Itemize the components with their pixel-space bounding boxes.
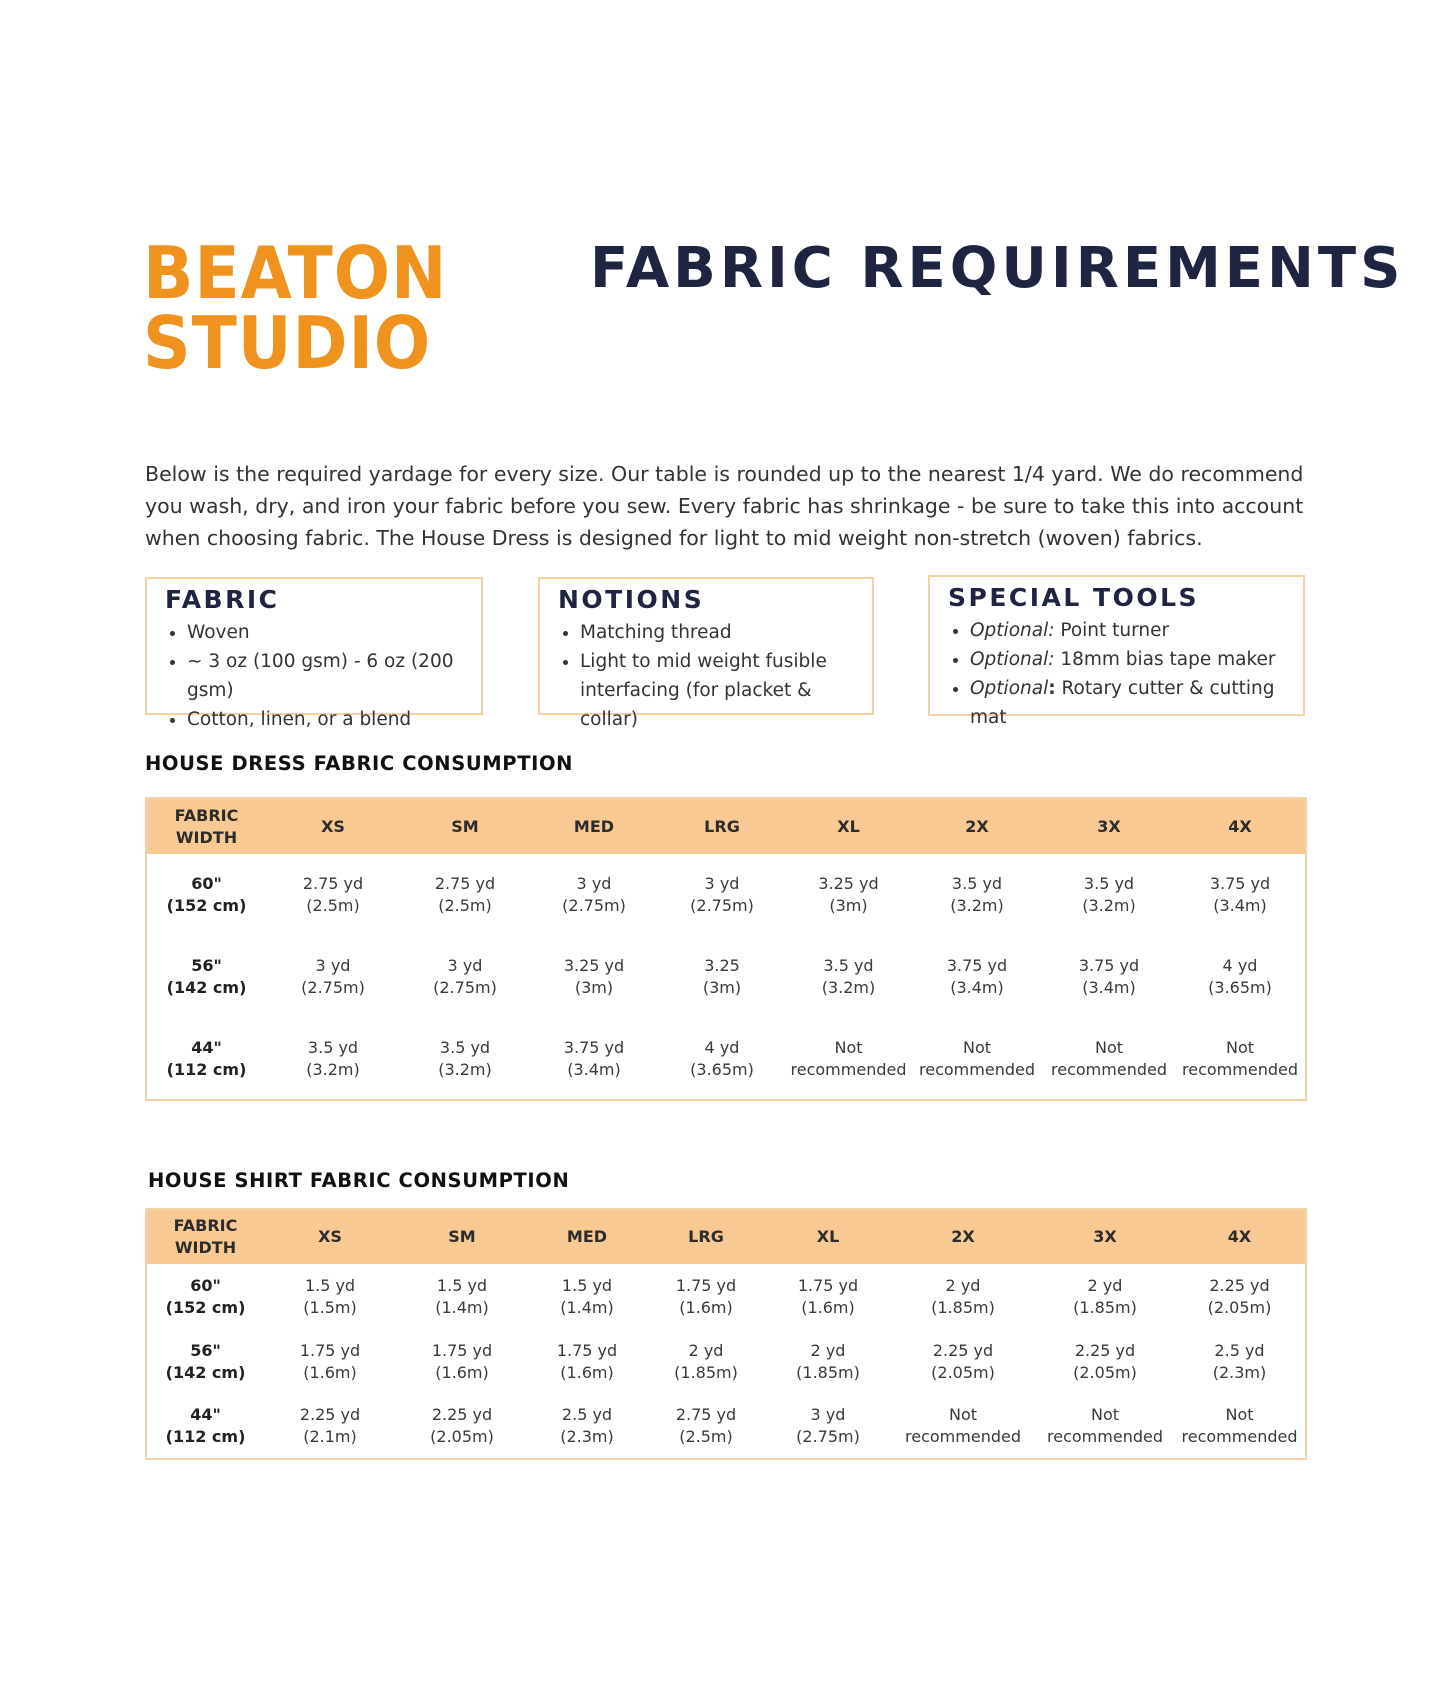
shirt-section-title: HOUSE SHIRT FABRIC CONSUMPTION	[148, 1169, 570, 1192]
table-cell: 3.75 yd (3.4m)	[563, 1037, 625, 1079]
column-header-size: XS	[264, 1209, 396, 1264]
table-cell: 3.5 yd (3.2m)	[438, 1037, 492, 1079]
table-cell: Not recommended	[1182, 1037, 1298, 1079]
tool-name: 18mm bias tape maker	[1054, 649, 1276, 670]
table-cell: 4 yd (3.65m)	[690, 1037, 754, 1079]
table-header-row	[146, 798, 1306, 854]
list-item	[970, 645, 1285, 674]
column-header-size: 2X	[890, 1209, 1036, 1264]
table-cell: Not recommended	[1051, 1037, 1167, 1079]
table-cell: 2.5 yd (2.3m)	[1212, 1340, 1267, 1382]
table-cell: 3 yd (2.75m)	[796, 1405, 860, 1446]
table-cell: 3.25 yd (3m)	[818, 874, 879, 915]
list-item: • Woven	[187, 618, 463, 647]
column-header-size: XS	[266, 798, 400, 854]
table-cell: Not recommended	[1181, 1405, 1298, 1446]
table-cell: 3.25 yd (3m)	[563, 956, 625, 997]
table-cell: Not recommended	[790, 1037, 907, 1079]
notions-box	[538, 577, 874, 730]
table-cell: 2.25 yd (2.05m)	[1207, 1275, 1272, 1317]
optional-label: Optional:	[970, 620, 1055, 641]
table-header-row	[146, 1209, 1306, 1264]
column-header-size: MED	[528, 1209, 646, 1264]
table-cell: 3 yd (2.75m)	[690, 874, 754, 915]
brand-line-2: STUDIO	[143, 301, 432, 385]
column-header-fabric-width: FABRIC WIDTH	[146, 1209, 264, 1264]
table-cell: 2.25 yd (2.05m)	[931, 1340, 995, 1382]
table-cell: 1.75 yd (1.6m)	[299, 1340, 361, 1382]
table-cell: 1.5 yd (1.5m)	[303, 1275, 357, 1317]
notions-list	[558, 618, 854, 734]
row-header-fabric-width: 44" (112 cm)	[165, 1405, 246, 1446]
row-header-fabric-width: 44" (112 cm)	[166, 1037, 247, 1079]
row-header-fabric-width: 60" (152 cm)	[166, 874, 247, 915]
table-cell: 3.5 yd (3.2m)	[821, 956, 876, 997]
list-item	[970, 616, 1285, 645]
table-cell: 2.25 yd (2.05m)	[430, 1405, 494, 1446]
column-header-size: XL	[786, 798, 911, 854]
table-cell: 3.75 yd (3.4m)	[946, 956, 1008, 997]
list-item	[970, 674, 1285, 732]
special-tools-heading: SPECIAL TOOLS	[948, 583, 1200, 612]
table-cell: 2 yd (1.85m)	[931, 1275, 995, 1317]
column-header-size: MED	[530, 798, 658, 854]
table-cell: 3 yd (2.75m)	[562, 874, 626, 915]
table-cell: 4 yd (3.65m)	[1208, 956, 1272, 997]
special-tools-list	[948, 616, 1285, 732]
table-cell: 2.25 yd (2.05m)	[1073, 1340, 1137, 1382]
list-item: • ~ 3 oz (100 gsm) - 6 oz (200 gsm)	[187, 647, 463, 705]
column-header-size: XL	[766, 1209, 890, 1264]
table-cell: 3.75 yd (3.4m)	[1078, 956, 1140, 997]
special-tools-box	[928, 575, 1305, 728]
column-header-size: LRG	[646, 1209, 766, 1264]
list-item: • Cotton, linen, or a blend	[187, 705, 463, 734]
list-item: • Light to mid weight fusible interfacing (for placket & collar)	[580, 647, 854, 734]
row-header-fabric-width: 60" (152 cm)	[165, 1275, 246, 1317]
table-row	[146, 1018, 1306, 1100]
table-cell: 1.75 yd (1.6m)	[431, 1340, 493, 1382]
fabric-heading: FABRIC	[165, 585, 280, 614]
table-row	[146, 1394, 1306, 1459]
brand-line-1: BEATON	[143, 231, 448, 315]
table-cell: 1.5 yd (1.4m)	[435, 1275, 489, 1317]
list-item: • Matching thread	[580, 618, 854, 647]
optional-label: Optional:	[970, 649, 1055, 670]
table-cell: 2 yd (1.85m)	[1073, 1275, 1137, 1317]
optional-colon: :	[1048, 678, 1056, 699]
table-cell: 2.75 yd (2.5m)	[434, 874, 496, 915]
table-cell: 3 yd (2.75m)	[301, 956, 365, 997]
table-cell: 2.25 yd (2.1m)	[299, 1405, 361, 1446]
table-cell: 2.75 yd (2.5m)	[675, 1405, 737, 1446]
optional-label: Optional	[970, 678, 1049, 699]
shirt-consumption-table	[145, 1208, 1307, 1460]
table-cell: 1.75 yd (1.6m)	[797, 1275, 859, 1317]
table-cell: 1.75 yd (1.6m)	[675, 1275, 737, 1317]
table-cell: 2 yd (1.85m)	[674, 1340, 738, 1382]
table-cell: 1.5 yd (1.4m)	[560, 1275, 614, 1317]
table-row	[146, 936, 1306, 1018]
fabric-box	[145, 577, 483, 730]
dress-section-title: HOUSE DRESS FABRIC CONSUMPTION	[145, 752, 574, 775]
table-cell: 2 yd (1.85m)	[796, 1340, 860, 1382]
table-cell: 2.5 yd (2.3m)	[560, 1405, 614, 1446]
table-cell: Not recommended	[1047, 1405, 1163, 1446]
table-cell: 3 yd (2.75m)	[433, 956, 497, 997]
tool-name: Point turner	[1054, 620, 1170, 641]
table-cell: 3.5 yd (3.2m)	[306, 1037, 360, 1079]
column-header-size: 4X	[1175, 798, 1306, 854]
row-header-fabric-width: 56" (142 cm)	[165, 1340, 246, 1382]
table-cell: 3.25 (3m)	[702, 956, 742, 997]
table-cell: Not recommended	[919, 1037, 1035, 1079]
page-title: FABRIC REQUIREMENTS	[590, 236, 1405, 301]
tool-name: Rotary cutter & cutting mat	[970, 678, 1275, 728]
column-header-size: 3X	[1036, 1209, 1174, 1264]
column-header-size: 4X	[1174, 1209, 1306, 1264]
row-header-fabric-width: 56" (142 cm)	[166, 956, 247, 997]
intro-paragraph: Below is the required yardage for every size. Our table is rounded up to the nearest 1/4 yard. We do recommend you wash, dry, and iron your fabric before you sew. Every fabric has shrinkage - be sure to take this into account when choosing fabric. The House Dress is designed for light to mid weight non-stretch (woven) fabrics.	[145, 462, 1304, 550]
column-header-size: SM	[396, 1209, 528, 1264]
table-row	[146, 1329, 1306, 1394]
table-cell: 1.75 yd (1.6m)	[556, 1340, 618, 1382]
column-header-size: SM	[400, 798, 530, 854]
table-cell: 2.75 yd (2.5m)	[302, 874, 364, 915]
table-row	[146, 854, 1306, 936]
table-cell: 3.75 yd (3.4m)	[1209, 874, 1271, 915]
brand-logo	[143, 231, 448, 385]
notions-heading: NOTIONS	[558, 585, 705, 614]
fabric-list	[165, 618, 463, 734]
column-header-size: LRG	[658, 798, 786, 854]
dress-consumption-table	[145, 797, 1307, 1101]
table-cell: Not recommended	[905, 1405, 1021, 1446]
table-cell: 3.5 yd (3.2m)	[950, 874, 1004, 915]
column-header-fabric-width: FABRIC WIDTH	[146, 798, 266, 854]
column-header-size: 3X	[1043, 798, 1175, 854]
table-cell: 3.5 yd (3.2m)	[1082, 874, 1136, 915]
column-header-size: 2X	[911, 798, 1043, 854]
table-row	[146, 1264, 1306, 1329]
